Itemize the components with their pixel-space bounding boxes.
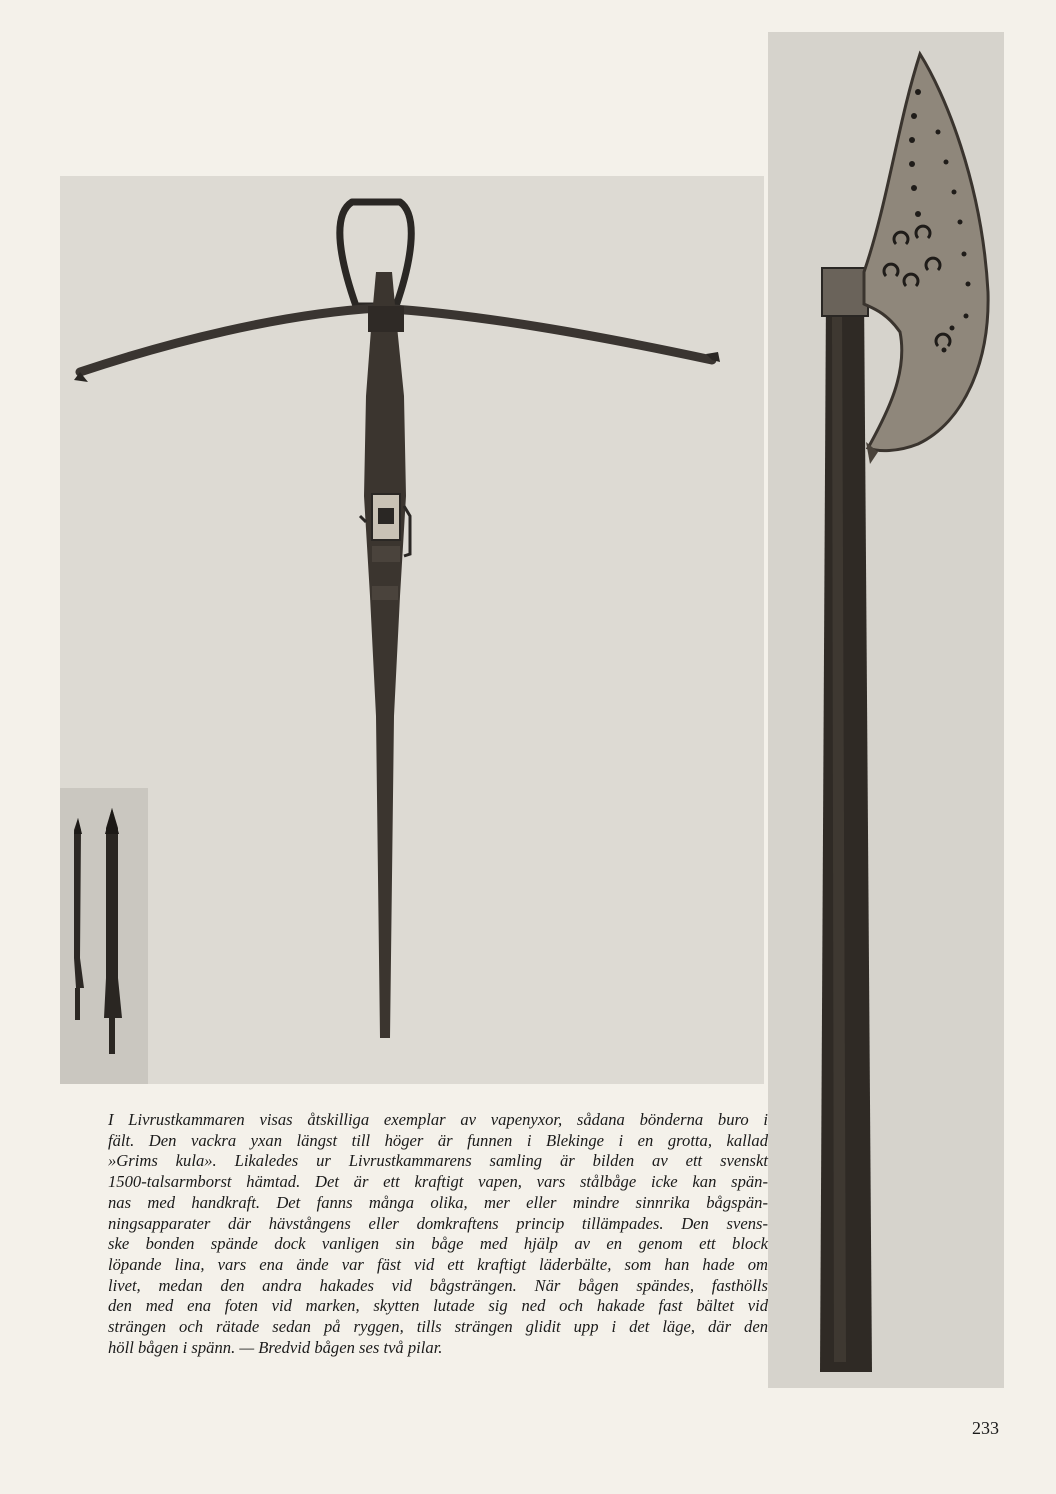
caption-line: nas med handkraft. Det fanns många olika, mer eller mindre sinnrika bågspän- xyxy=(108,1192,768,1212)
crossbow-illustration xyxy=(60,176,764,1084)
crossbow-photograph xyxy=(60,176,764,1084)
caption-line: löpande lina, vars ena ände var fäst vid ett kraftigt läderbälte, som han hade om xyxy=(108,1254,768,1274)
caption-line: I Livrustkammaren visas åtskilliga exemplar av vapenyxor, sådana bönderna buro i xyxy=(108,1110,768,1129)
axe-socket xyxy=(822,268,868,316)
caption-line: ske bonden spände dock vanligen sin båge med hjälp av en genom ett block xyxy=(108,1234,768,1254)
caption-line: den med ena foten vid marken, skytten lutade sig ned och hakade fast bältet vid xyxy=(108,1296,768,1316)
arrows-illustration xyxy=(60,788,148,1084)
caption xyxy=(108,1110,768,1358)
arrows-photograph xyxy=(60,788,148,1084)
page-number: 233 xyxy=(972,1418,999,1438)
caption-line: ningsapparater där hävstångens eller domkraftens princip tillämpades. Den svens- xyxy=(108,1213,768,1233)
axe-illustration xyxy=(768,32,1004,1388)
caption-line: livet, medan den andra hakades vid bågsträngen. När bågen spändes, fasthölls xyxy=(108,1275,768,1295)
caption-line: fält. Den vackra yxan längst till höger är funnen i Blekinge i en grotta, kallad xyxy=(108,1130,768,1150)
caption-line: höll bågen i spänn. — Bredvid bågen ses två pilar. xyxy=(108,1337,443,1357)
caption-line: »Grims kula». Likaledes ur Livrustkammarens samling är bilden av ett svenskt xyxy=(108,1151,768,1171)
axe-photograph xyxy=(768,32,1004,1388)
caption-line: strängen och rätade sedan på ryggen, tills strängen glidit upp i det läge, där den xyxy=(108,1317,768,1337)
axe-shaft xyxy=(820,292,872,1372)
caption-line: 1500-talsarmborst hämtad. Det är ett kraftigt vapen, vars stålbåge icke kan spän- xyxy=(108,1172,768,1192)
